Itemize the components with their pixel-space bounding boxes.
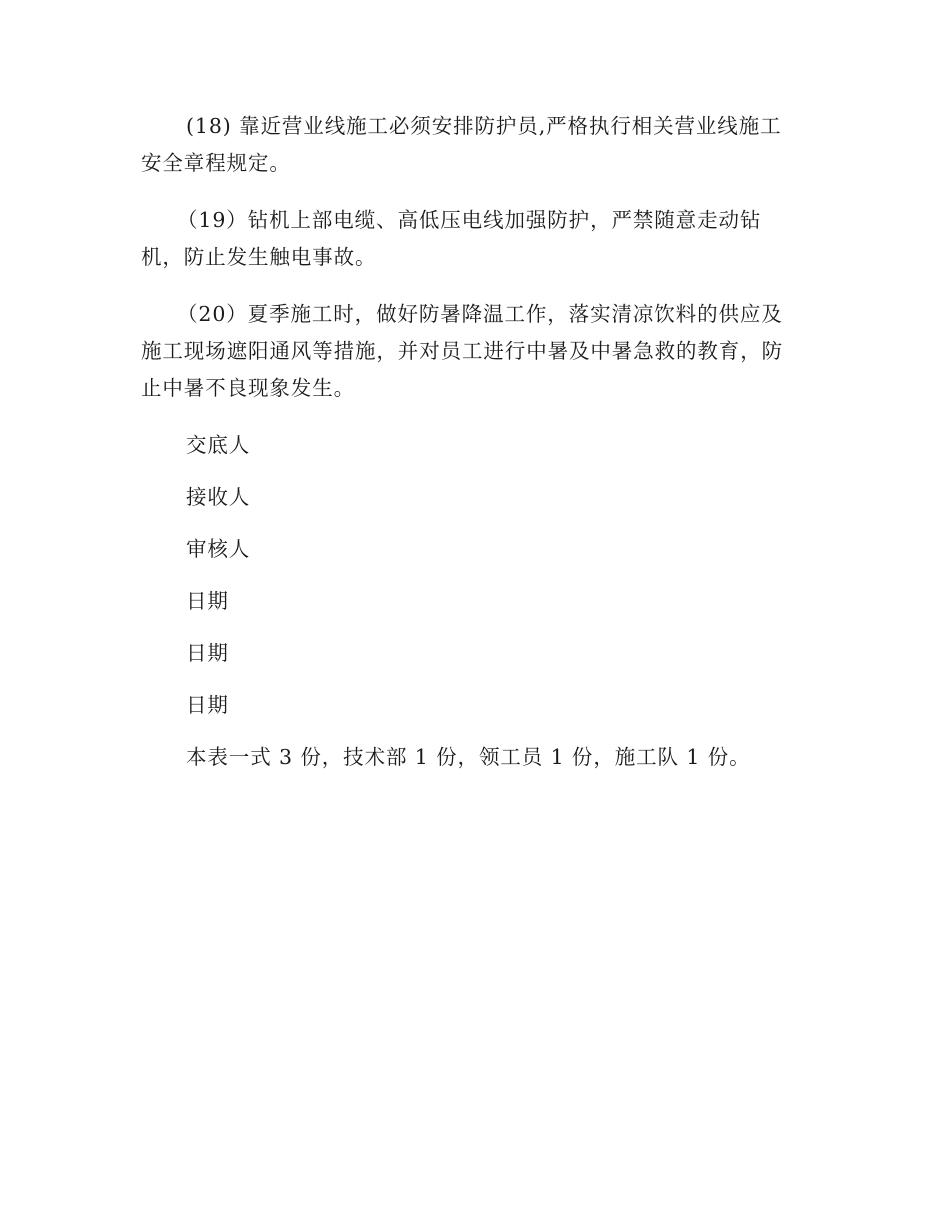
paragraph-18: [141, 108, 801, 182]
signature-date: 日期: [186, 693, 229, 717]
paragraph-line: (18) 靠近营业线施工必须安排防护员,严格执行相关营业线施工: [186, 114, 782, 138]
signature-reviewer: 审核人: [186, 537, 251, 561]
paragraph-line: 机，防止发生触电事故。: [141, 245, 377, 269]
signature-handover: 交底人: [186, 433, 251, 457]
paragraph-line: （19）钻机上部电缆、高低压电线加强防护，严禁随意走动钻: [177, 208, 762, 232]
paragraph-line: 安全章程规定。: [141, 151, 291, 175]
paragraph-20: [141, 296, 801, 407]
paragraph-line: 施工现场遮阳通风等措施，并对员工进行中暑及中暑急救的教育，防: [141, 339, 783, 363]
signature-date: 日期: [186, 641, 229, 665]
paragraph-19: [141, 202, 801, 276]
document-page: [141, 108, 801, 776]
paragraph-line: 止中暑不良现象发生。: [141, 376, 355, 400]
paragraph-line: （20）夏季施工时，做好防暑降温工作，落实清凉饮料的供应及: [177, 302, 783, 326]
signature-receiver: 接收人: [186, 485, 251, 509]
distribution-note: 本表一式 3 份，技术部 1 份，领工员 1 份，施工队 1 份。: [186, 745, 751, 769]
signature-date: 日期: [186, 589, 229, 613]
